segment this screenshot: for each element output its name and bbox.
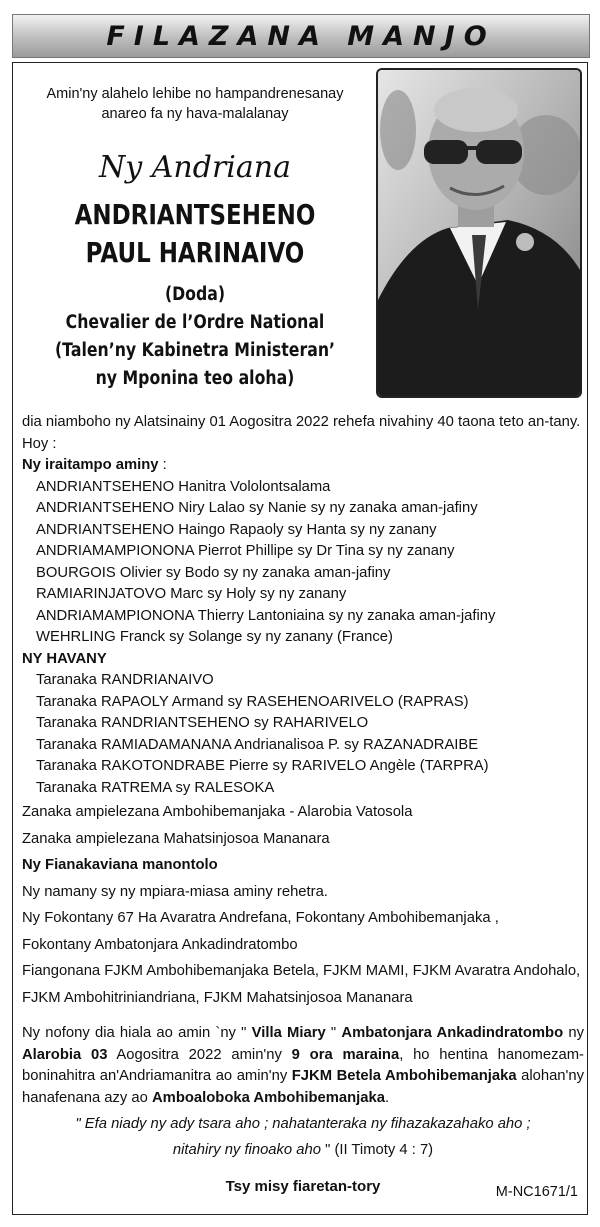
list-item: ANDRIAMAMPIONONA Pierrot Phillipe sy Dr Tina sy ny zanany: [36, 543, 455, 559]
funeral-place: Ambatonjara Ankadindratombo: [341, 1025, 564, 1041]
funeral-text: , ho hentina hanomezam-boninahitra an'Andriamanitra ao amin'ny: [22, 1046, 584, 1084]
deceased-title-3: ny Mponina teo aloha): [95, 368, 295, 389]
list-item: WEHRLING Franck sy Solange sy ny zanany (France): [36, 629, 393, 645]
announcement-line: Hoy :: [22, 435, 57, 452]
list-item: Taranaka RAPAOLY Armand sy RASEHENOARIVELO (RAPRAS): [36, 693, 469, 710]
funeral-place: Villa Miary: [251, 1025, 326, 1041]
deceased-title-1: Chevalier de l’Ordre National: [65, 312, 325, 333]
deceased-surname: ANDRIANTSEHENO: [74, 198, 316, 231]
intro-line: Amin'ny alahelo lehibe no hampandrenesanay: [46, 86, 344, 102]
list-item: RAMIARINJATOVO Marc sy Holy sy ny zanany: [36, 586, 347, 602]
honorific: Ny Andriana: [99, 150, 291, 185]
funeral-text: .: [384, 1089, 390, 1106]
notice-body: [22, 412, 584, 1163]
families-line: Fokontany Ambatonjara Ankadindratombo: [22, 936, 298, 953]
others-line: Zanaka ampielezana Mahatsinjosoa Mananara: [22, 830, 330, 847]
list-item: Taranaka RANDRIANTSEHENO sy RAHARIVELO: [36, 715, 369, 731]
footer: [22, 1178, 584, 1204]
announcement-line: dia niamboho ny Alatsinainy 01 Aogositra 2022 rehefa nivahiny 40 taona teto an-tany.: [22, 414, 581, 430]
families-line: Fiangonana FJKM Ambohibemanjaka Betela, FJKM MAMI, FJKM Avaratra Andohalo,: [22, 963, 581, 979]
portrait-photo: [376, 68, 582, 398]
list-item: ANDRIANTSEHENO Hanitra Vololontsalama: [36, 478, 331, 495]
families-heading: Ny Fianakaviana manontolo: [22, 857, 218, 873]
children-heading-colon: :: [158, 457, 167, 473]
families-line: FJKM Ambohitriniandriana, FJKM Mahatsinjosoa Mananara: [22, 989, 413, 1006]
funeral-text: Ny nofony dia hiala ao amin `ny ": [22, 1025, 252, 1041]
funeral-time: 9 ora maraina: [291, 1046, 400, 1063]
funeral-text: Aogositra 2022 amin'ny: [107, 1046, 292, 1063]
children-heading: [22, 455, 584, 477]
funeral-paragraph: [22, 1023, 584, 1109]
list-item: Taranaka RATREMA sy RALESOKA: [36, 779, 275, 796]
quote-line: " Efa niady ny ady tsara aho ; nahatanteraka ny fihazakazahako aho ;: [75, 1116, 531, 1132]
funeral-church: FJKM Betela Ambohibemanjaka: [291, 1068, 517, 1084]
quote-line: [22, 1137, 584, 1163]
relatives-heading: NY HAVANY: [22, 650, 107, 667]
header-banner: [12, 14, 590, 58]
portrait-illustration: [378, 70, 580, 396]
intro-line: anareo fa ny hava-malalanay: [101, 106, 289, 122]
funeral-text: ny: [563, 1025, 584, 1041]
reference-code: M-NC1671/1: [495, 1184, 578, 1200]
funeral-date: Alarobia 03: [22, 1046, 108, 1063]
list-item: ANDRIAMAMPIONONA Thierry Lantoniaina sy ny zanaka aman-jafiny: [36, 607, 496, 624]
families-line: Ny namany sy ny mpiara-miasa aminy rehetra.: [22, 883, 328, 900]
list-item: Taranaka RANDRIANAIVO: [36, 672, 214, 688]
list-item: BOURGOIS Olivier sy Bodo sy ny zanaka aman-jafiny: [36, 564, 391, 581]
list-item: ANDRIANTSEHENO Haingo Rapaoly sy Hanta sy ny zanany: [36, 521, 437, 538]
quote-text: nitahiry ny finoako aho: [172, 1142, 321, 1158]
intro-text: [20, 84, 370, 124]
list-item: ANDRIANTSEHENO Niry Lalao sy Nanie sy ny zanaka aman-jafiny: [36, 500, 478, 516]
others-line: Zanaka ampielezana Ambohibemanjaka - Alarobia Vatosola: [22, 804, 413, 820]
footer-notice: Tsy misy fiaretan-tory: [225, 1178, 381, 1195]
children-heading-label: Ny iraitampo aminy: [22, 457, 159, 473]
deceased-title-2: (Talen’ny Kabinetra Ministeran’: [54, 340, 335, 361]
funeral-text: ": [325, 1025, 342, 1041]
quote-reference: " (II Timoty 4 : 7): [320, 1142, 434, 1158]
list-item: Taranaka RAKOTONDRABE Pierre sy RARIVELO Angèle (TARPRA): [36, 758, 489, 774]
funeral-burial-place: Amboaloboka Ambohibemanjaka: [152, 1089, 385, 1106]
header-title: FILAZANA MANJO: [106, 20, 496, 52]
list-item: Taranaka RAMIADAMANANA Andrianalisoa P. sy RAZANADRAIBE: [36, 736, 479, 753]
deceased-nickname: (Doda): [164, 284, 226, 305]
deceased-firstname: PAUL HARINAIVO: [85, 236, 305, 269]
families-line: Ny Fokontany 67 Ha Avaratra Andrefana, Fokontany Ambohibemanjaka ,: [22, 910, 499, 926]
funeral-text: alohan'ny hanafenana azy ao: [22, 1068, 584, 1106]
